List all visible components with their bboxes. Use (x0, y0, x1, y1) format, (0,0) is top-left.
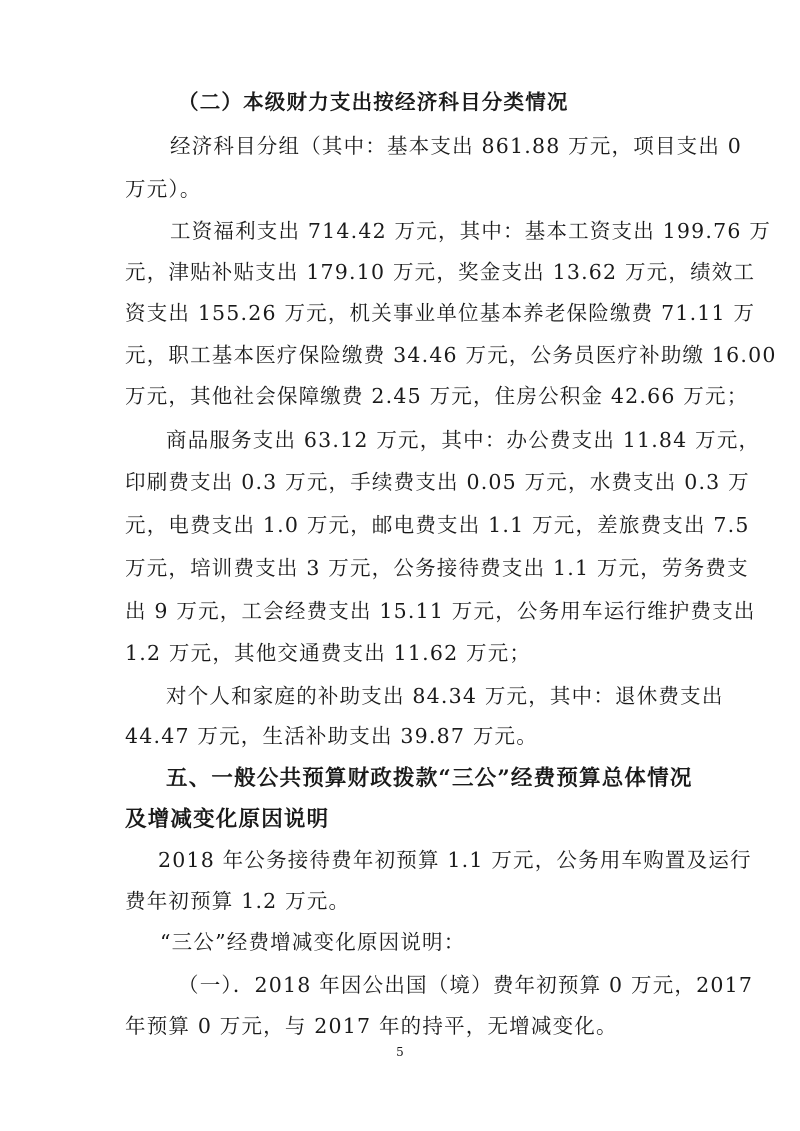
subsidies-line-1: 对个人和家庭的补助支出 84.34 万元，其中：退休费支出 (166, 684, 724, 708)
salary-welfare-line-3: 资支出 155.26 万元，机关事业单位基本养老保险缴费 71.11 万 (125, 301, 756, 325)
economic-group-line-1: 经济科目分组（其中：基本支出 861.88 万元，项目支出 0 (170, 134, 743, 158)
salary-welfare-line-2: 元，津贴补贴支出 179.10 万元，奖金支出 13.62 万元，绩效工 (125, 260, 756, 284)
page-number: 5 (396, 1045, 404, 1059)
goods-services-line-2: 印刷费支出 0.3 万元，手续费支出 0.05 万元，水费支出 0.3 万 (125, 470, 750, 494)
salary-welfare-line-4: 元，职工基本医疗保险缴费 34.46 万元，公务员医疗补助缴 16.00 (125, 343, 777, 367)
subsidies-line-2: 44.47 万元，生活补助支出 39.87 万元。 (125, 724, 538, 748)
item-1-line-2: 年预算 0 万元，与 2017 年的持平，无增减变化。 (125, 1014, 618, 1038)
section-2-heading: （二）本级财力支出按经济科目分类情况 (178, 90, 569, 114)
goods-services-line-3: 元，电费支出 1.0 万元，邮电费支出 1.1 万元，差旅费支出 7.5 (125, 513, 750, 537)
goods-services-line-4: 万元，培训费支出 3 万元，公务接待费支出 1.1 万元，劳务费支 (125, 556, 749, 580)
item-1-line-1: （一）．2018 年因公出国（境）费年初预算 0 万元，2017 (178, 973, 754, 997)
salary-welfare-line-5: 万元，其他社会保障缴费 2.45 万元，住房公积金 42.66 万元； (125, 384, 749, 408)
goods-services-line-6: 1.2 万元，其他交通费支出 11.62 万元； (125, 641, 532, 665)
budget-2018-line-2: 费年初预算 1.2 万元。 (125, 889, 351, 913)
salary-welfare-line-1: 工资福利支出 714.42 万元，其中：基本工资支出 199.76 万 (170, 219, 772, 243)
section-5-heading-line-2: 及增减变化原因说明 (125, 807, 330, 832)
reason-heading: “三公”经费增减变化原因说明： (160, 930, 466, 954)
economic-group-line-2: 万元）。 (125, 177, 202, 201)
goods-services-line-5: 出 9 万元，工会经费支出 15.11 万元，公务用车运行维护费支出 (125, 599, 756, 623)
goods-services-line-1: 商品服务支出 63.12 万元，其中：办公费支出 11.84 万元， (166, 428, 761, 452)
section-5-heading-line-1: 五、一般公共预算财政拨款“三公”经费预算总体情况 (166, 766, 693, 791)
budget-2018-line-1: 2018 年公务接待费年初预算 1.1 万元，公务用车购置及运行 (158, 848, 752, 872)
